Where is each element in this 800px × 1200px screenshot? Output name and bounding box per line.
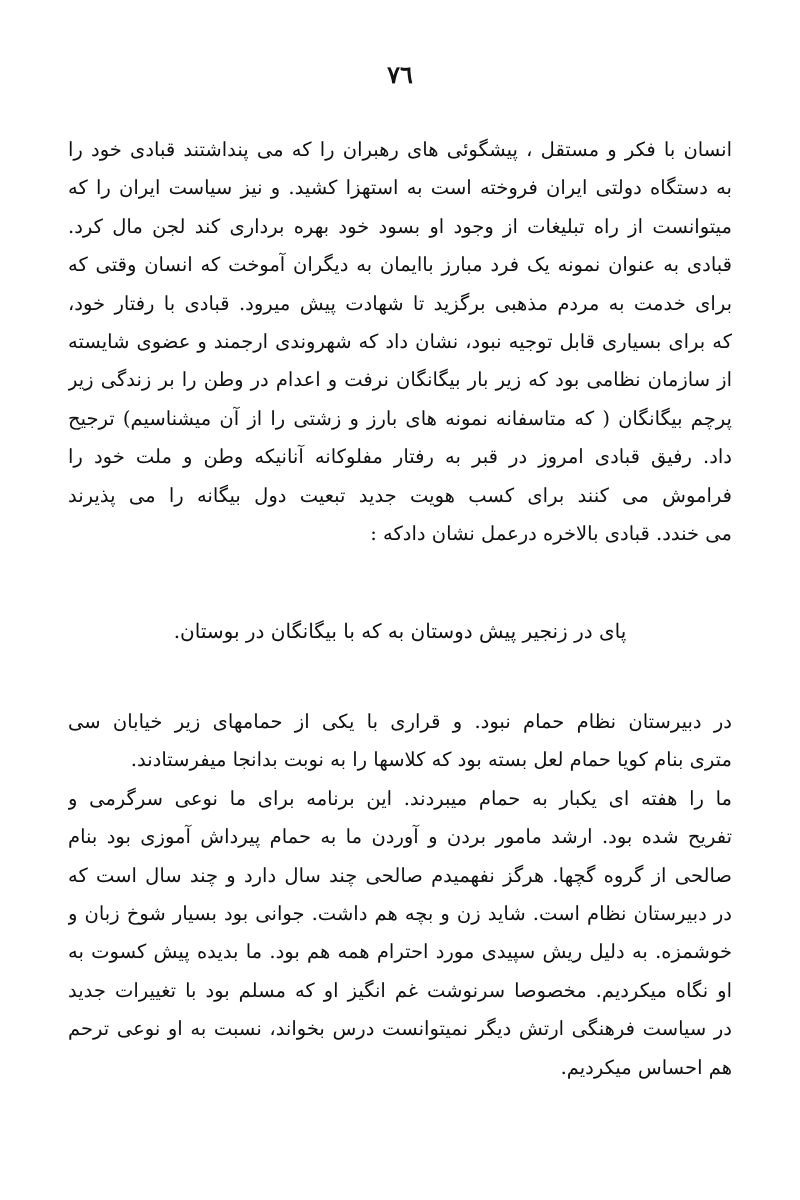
text-line: فراموش می کنند برای کسب هویت جدید تبعیت دول بیگانه را می پذیرند <box>68 483 732 507</box>
text-line: در سیاست فرهنگی ارتش دیگر نمیتوانست درس بخواند، نسبت به او نوعی ترحم <box>68 1017 732 1041</box>
text-line: داد. رفیق قبادی امروز در قبر به رفتار مفلوکانه آنانیکه وطن و ملت خود را <box>68 445 732 469</box>
text-line-last: هم احساس میکردیم. <box>560 1055 732 1079</box>
text-line: ما را هفته ای یکبار به حمام میبردند. این برنامه برای ما نوعی سرگرمی و <box>68 786 732 810</box>
text-line: انسان با فکر و مستقل ، پیشگوئی های رهبران را که می پنداشتند قبادی خود را <box>68 138 732 161</box>
page-number: ٧٦ <box>387 60 413 89</box>
text-line: صالحی از گروه گچها. هرگز نفهمیدم صالحی چند سال دارد و چند سال است که <box>68 863 732 887</box>
text-line: در دبیرستان نظام حمام نبود. و قراری با یکی از حمامهای زیر خیابان سی <box>68 710 732 733</box>
text-line: او نگاه میکردیم. مخصوصا سرنوشت غم انگیز او که مسلم بود با تغییرات جدید <box>68 978 732 1002</box>
text-line: خوشمزه. به دلیل ریش سپیدی مورد احترام همه هم بود. ما بدیده پیش کسوت به <box>68 940 732 964</box>
paragraph-2 <box>68 703 732 1087</box>
paragraph-1 <box>68 131 732 553</box>
text-line: برای خدمت به مردم مذهبی برگزید تا شهادت پیش میرود. قبادی با رفتار خود، <box>68 291 732 315</box>
text-line: که برای بسیاری قابل توجیه نبود، نشان داد که شهروندی ارجمند و عضوی شایسته <box>68 329 732 353</box>
text-line: تفریح شده بود. ارشد مامور بردن و آوردن ما به حمام پیرداش آموزی بود بنام <box>68 825 732 849</box>
text-line: از سازمان نظامی بود که زیر بار بیگانگان نرفت و اعدام در وطن را بر زندگی زیر <box>68 368 732 392</box>
text-line-last: متری بنام کویا حمام لعل بسته بود که کلاسها را به نوبت بدانجا میفرستادند. <box>130 748 732 772</box>
text-line: میتوانست از راه تبلیغات از وجود او بسود خود بهره برداری کند لجن مال کرد. <box>68 214 732 238</box>
verse-line: پای در زنجیر پیش دوستان به که با بیگانگان در بوستان. <box>173 619 627 643</box>
text-line: در دبیرستان نظام است. شاید زن و بچه هم داشت. جوانی بود بسیار شوخ زبان و <box>68 901 732 925</box>
text-line: قبادی به عنوان نمونه یک فرد مبارز باایمان به دیگران آموخت که انسان وقتی که <box>68 253 732 277</box>
text-line: به دستگاه دولتی ایران فروخته است به استهزا کشید. و نیز سیاست ایران را که <box>68 176 732 200</box>
text-line-last: می خندد. قبادی بالاخره درعمل نشان دادکه : <box>370 521 732 545</box>
text-line: پرچم بیگانگان ( که متاسفانه نمونه های بارز و زشتی را از آن میشناسیم) ترجیح <box>68 406 732 430</box>
